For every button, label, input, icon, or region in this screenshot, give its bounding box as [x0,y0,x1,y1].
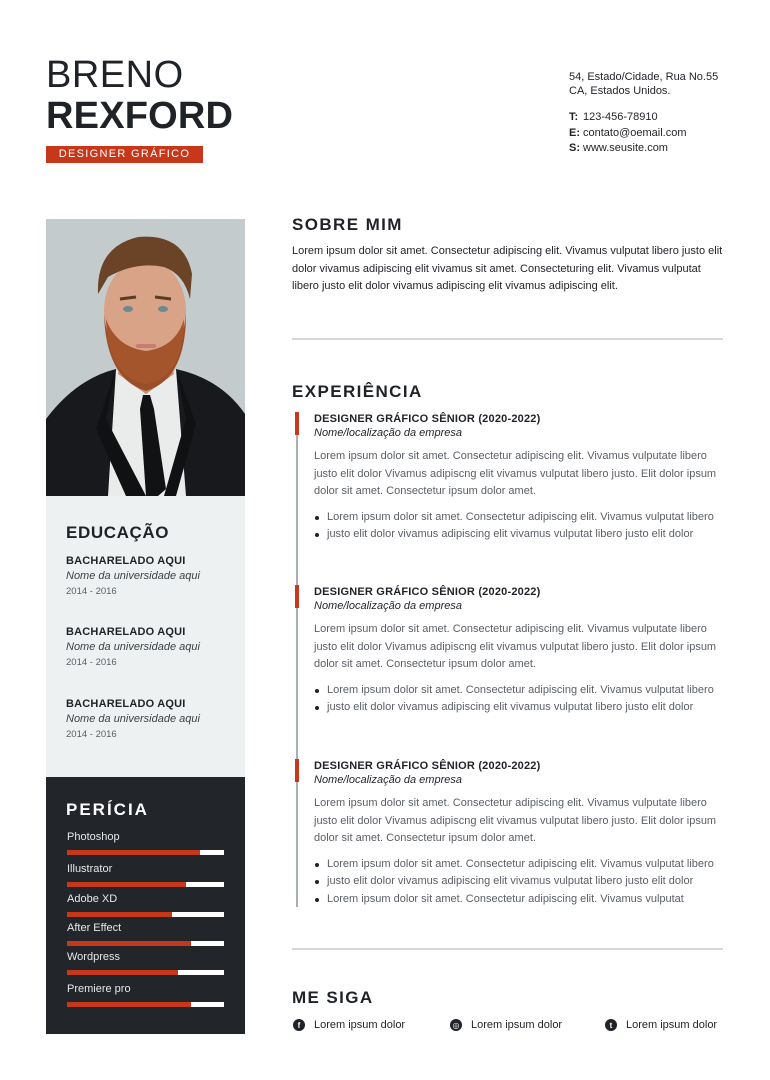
job-title: DESIGNER GRÁFICO SÊNIOR (2020-2022) [314,586,541,598]
skill-label: Illustrator [67,863,113,875]
timeline-marker [295,585,299,608]
job-entry [296,585,726,717]
skill-bar [67,941,224,946]
skill-fill [67,882,186,887]
job-bullets [314,856,726,909]
skill-photoshop [67,830,224,855]
address-line-1: 54, Estado/Cidade, Rua No.55 [569,71,719,83]
skill-after-effect [67,921,224,946]
skill-label: After Effect [67,922,122,934]
job-description: Lorem ipsum dolor sit amet. Consectetur adipiscing elit. Vivamus vulputate libero justo elit dolor Vivamus adipiscng elit vivamus vulputat libero justo. Elit dolor ipsum dolor sit amet. Consectetur ipsum dolor amet. [314,623,717,670]
job-description: Lorem ipsum dolor sit amet. Consectetur adipiscing elit. Vivamus vulputate libero justo elit dolor Vivamus adipiscng elit vivamus vulputat libero justo. Elit dolor ipsum dolor sit amet. Consectetur ipsum dolor amet. [314,450,717,497]
profile-photo [46,219,245,496]
portrait-illustration [46,219,245,496]
job-company: Nome/localização da empresa [314,600,462,612]
skill-bar [67,912,224,917]
job-company: Nome/localização da empresa [314,427,462,439]
education-title: EDUCAÇÃO [66,523,170,542]
university: Nome da universidade aqui [66,570,200,582]
skill-label: Premiere pro [67,983,131,995]
skill-bar [67,970,224,975]
job-bullet: justo elit dolor vivamus adipiscing elit vivamus vulputat libero justo elit dolor [314,873,726,891]
timeline-marker [295,759,299,782]
job-entry [296,759,726,908]
job-title: DESIGNER GRÁFICO SÊNIOR (2020-2022) [314,413,541,425]
social-label: Lorem ipsum dolor [626,1019,718,1031]
role-badge: DESIGNER GRÁFICO [46,146,203,163]
skill-bar [67,882,224,887]
job-company: Nome/localização da empresa [314,774,462,786]
education-item [66,697,200,743]
job-bullets [314,682,726,717]
phone-row [569,110,718,126]
first-name: BRENO [46,54,184,96]
social-label: Lorem ipsum dolor [314,1019,406,1031]
phone-value[interactable]: 123-456-78910 [583,111,658,123]
job-bullet: Lorem ipsum dolor sit amet. Consectetur adipiscing elit. Vivamus vulputat libero [314,856,726,874]
divider [292,338,723,340]
skill-fill [67,912,172,917]
email-value[interactable]: contato@oemail.com [583,126,687,139]
skill-bar [67,850,224,855]
skill-adobe-xd [67,892,224,917]
job-entry [296,412,726,544]
social-instagram[interactable] [450,1019,562,1031]
divider [292,948,723,950]
skill-premiere-pro [67,982,224,1007]
degree: BACHARELADO AQUI [66,555,186,567]
education-item [66,554,200,600]
instagram-icon: ◎ [450,1019,462,1031]
experience-title: EXPERIÊNCIA [292,382,423,401]
site-row [569,141,718,157]
job-title: DESIGNER GRÁFICO SÊNIOR (2020-2022) [314,760,541,772]
skill-wordpress [67,950,224,975]
skill-illustrator [67,862,224,887]
skill-fill [67,970,178,975]
site-label: S: [569,142,580,154]
site-value[interactable]: www.seusite.com [583,142,668,154]
job-description: Lorem ipsum dolor sit amet. Consectetur adipiscing elit. Vivamus vulputate libero justo elit dolor Vivamus adipiscng elit vivamus vulputat libero justo. Elit dolor ipsum dolor sit amet. Consectetur ipsum dolor amet. [314,797,717,844]
skill-label: Photoshop [67,831,120,843]
address-line-2: CA, Estados Unidos. [569,85,671,97]
years: 2014 - 2016 [66,657,117,668]
skill-fill [67,850,200,855]
skill-label: Wordpress [67,951,120,963]
contact-block [569,70,718,157]
skills-panel [46,777,245,1034]
university: Nome da universidade aqui [66,641,200,653]
about-title: SOBRE MIM [292,215,403,234]
facebook-icon: f [293,1019,305,1031]
skill-bar [67,1002,224,1007]
job-bullet: justo elit dolor vivamus adipiscing elit vivamus vulputat libero justo elit dolor [314,526,726,544]
about-text: Lorem ipsum dolor sit amet. Consectetur adipiscing elit. Vivamus vulputat libero justo elit dolor vivamus adipiscing elit vivamus sit amet. Consecteturing elit. Vivamus vulputat libero justo elit dolor vivamus adipiscing elit vivamus adipiscing elit. [292,245,723,292]
university: Nome da universidade aqui [66,713,200,725]
follow-title: ME SIGA [292,988,374,1007]
job-bullet: Lorem ipsum dolor sit amet. Consectetur adipiscing elit. Vivamus vulputat [314,891,726,909]
education-panel [46,496,245,777]
email-row [569,126,718,142]
job-bullet: Lorem ipsum dolor sit amet. Consectetur adipiscing elit. Vivamus vulputat libero [314,682,726,700]
job-bullets [314,509,726,544]
job-bullet: Lorem ipsum dolor sit amet. Consectetur adipiscing elit. Vivamus vulputat libero [314,509,726,527]
timeline-marker [295,412,299,435]
email-label: E: [569,126,580,139]
social-facebook[interactable] [293,1019,405,1031]
skill-fill [67,1002,191,1007]
social-twitter[interactable] [605,1019,717,1031]
skill-fill [67,941,191,946]
job-bullet: justo elit dolor vivamus adipiscing elit vivamus vulputat libero justo elit dolor [314,699,726,717]
degree: BACHARELADO AQUI [66,626,186,638]
degree: BACHARELADO AQUI [66,698,186,710]
twitter-icon: t [605,1019,617,1031]
years: 2014 - 2016 [66,586,117,597]
social-label: Lorem ipsum dolor [471,1019,563,1031]
skill-label: Adobe XD [67,893,118,905]
years: 2014 - 2016 [66,729,117,740]
phone-label: T: [569,111,579,123]
last-name: REXFORD [46,95,234,137]
skills-title: PERÍCIA [66,800,149,819]
education-item [66,625,200,671]
